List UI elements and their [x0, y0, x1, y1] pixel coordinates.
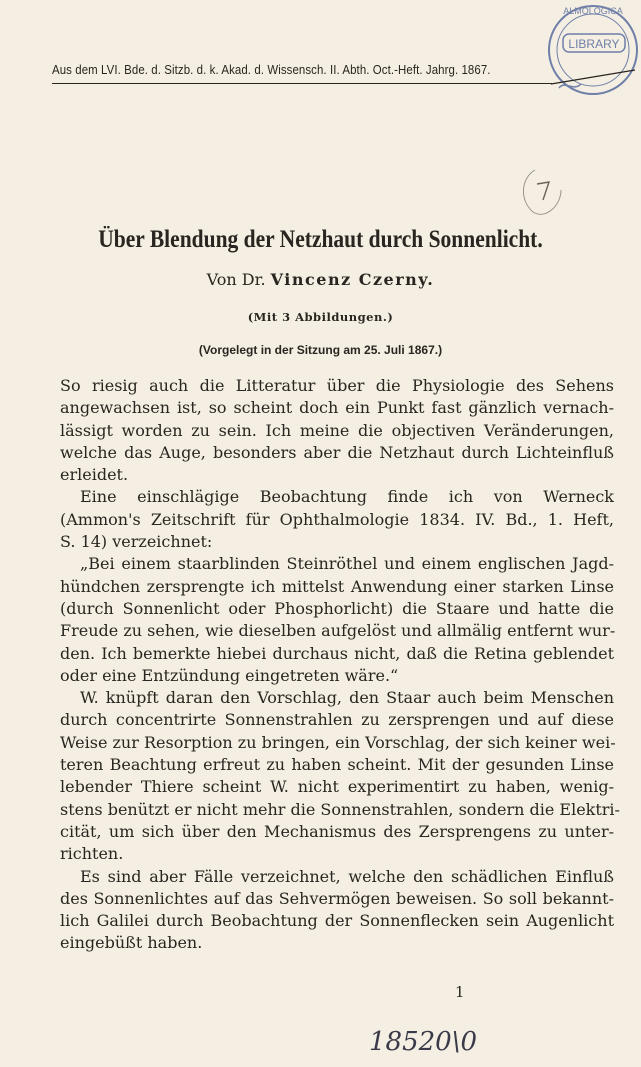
- body-line: lich Galilei durch Beobachtung der Sonnenflecken sein Augenlicht: [60, 911, 614, 931]
- stamp-top-text: ALMOLOGICA: [563, 6, 623, 16]
- pencil-mark-icon: [515, 160, 565, 220]
- body-line: oder eine Entzündung eingetreten wäre.“: [60, 665, 399, 685]
- body-line: lässigt worden zu sein. Ich meine die objectiven Veränderungen,: [60, 420, 614, 440]
- body-line: „Bei einem staarblinden Steinröthel und einem englischen Jagd-: [80, 554, 614, 574]
- body-line: Weise zur Resorption zu bringen, ein Vorschlag, der sich keiner wei-: [60, 732, 616, 752]
- body-line: den. Ich bemerkte hiebei durchaus nicht, daß die Retina geblendet: [60, 643, 614, 663]
- body-line: durch concentrirte Sonnenstrahlen zu zersprengen und auf diese: [60, 710, 614, 730]
- body-line: (durch Sonnenlicht oder Phosphorlicht) die Staare und hatte die: [60, 598, 614, 618]
- body-line: Es sind aber Fälle verzeichnet, welche den schädlichen Einfluß: [80, 866, 614, 886]
- body-line: S. 14) verzeichnet:: [60, 532, 213, 552]
- header-rule: [52, 83, 552, 84]
- running-header: Aus dem LVI. Bde. d. Sitzb. d. k. Akad. d. Wissensch. II. Abth. Oct.-Heft. Jahrg. 1867.: [52, 62, 491, 77]
- body-line: cität, um sich über den Mechanismus des Zersprengens zu unter-: [60, 821, 614, 841]
- body-text: [60, 375, 620, 955]
- body-line: stens benützt er nicht mehr die Sonnenstrahlen, sondern die Elektri-: [60, 799, 620, 819]
- body-line: erleidet.: [60, 465, 129, 485]
- author-prefix: Von Dr.: [206, 270, 266, 289]
- body-line: eingebüßt haben.: [60, 933, 203, 953]
- library-stamp-icon: [495, 0, 641, 98]
- presented-note: (Vorgelegt in der Sitzung am 25. Juli 1867.): [198, 343, 443, 357]
- handwritten-note-icon: [365, 1020, 505, 1060]
- article-title: Über Blendung der Netzhaut durch Sonnenlicht.: [98, 226, 543, 253]
- body-line: Eine einschlägige Beobachtung finde ich von Werneck: [80, 487, 614, 507]
- body-line: lebender Thiere scheint W. nicht experimentirt zu haben, wenig-: [60, 777, 614, 797]
- body-line: hündchen zersprengte ich mittelst Anwendung einer starken Linse: [60, 576, 614, 596]
- body-line: welche das Auge, besonders aber die Netzhaut durch Lichteinfluß: [60, 442, 614, 462]
- body-line: W. knüpft daran den Vorschlag, den Staar auch beim Menschen: [80, 688, 614, 708]
- body-line: (Ammon's Zeitschrift für Ophthalmologie 1834. IV. Bd., 1. Heft,: [60, 509, 614, 529]
- body-line: teren Beachtung erfreut zu haben scheint. Mit der gesunden Linse: [60, 755, 614, 775]
- author-name: Vincenz Czerny.: [270, 270, 435, 289]
- author-line: [0, 270, 641, 289]
- body-line: So riesig auch die Litteratur über die Physiologie des Sehens: [60, 376, 614, 395]
- body-line: angewachsen ist, so scheint doch ein Punkt fast gänzlich vernach-: [60, 398, 614, 418]
- body-line: Freude zu sehen, wie dieselben aufgelöst und allmälig entfernt wur-: [60, 621, 616, 641]
- body-line: richten.: [60, 844, 124, 864]
- page-number: 1: [455, 983, 465, 1001]
- handwritten-note-text: 18520\0: [369, 1027, 478, 1057]
- body-line: des Sonnenlichtes auf das Sehvermögen beweisen. So soll bekannt-: [60, 888, 614, 908]
- figures-note: (Mit 3 Abbildungen.): [247, 310, 394, 324]
- stamp-center-text: LIBRARY: [568, 37, 620, 51]
